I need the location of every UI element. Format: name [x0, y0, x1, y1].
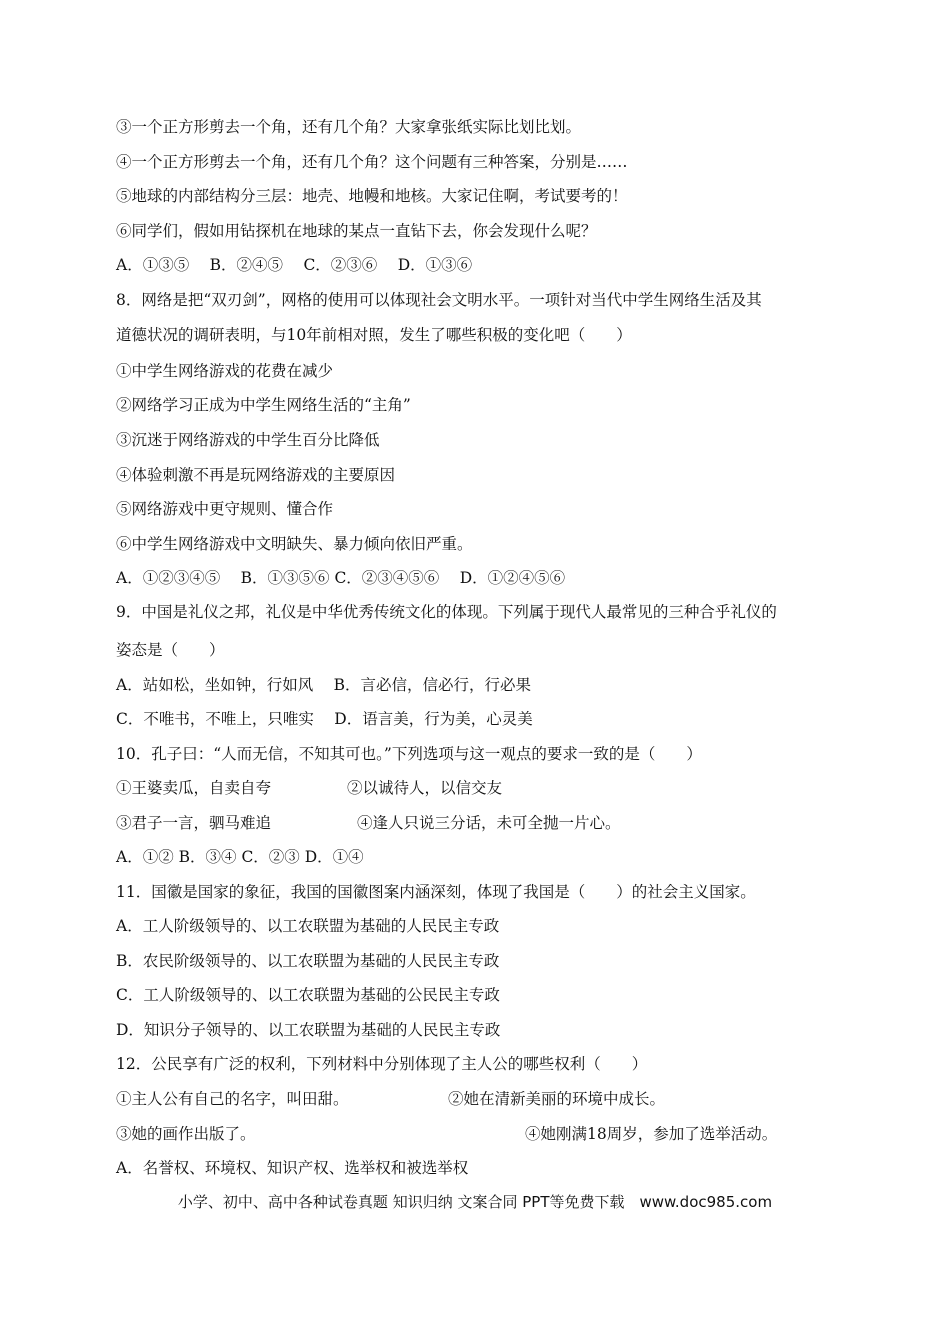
q10-option-1: ①王婆卖瓜，自卖自夸 — [116, 779, 272, 797]
q12-options-row-1 — [116, 1089, 666, 1109]
q12-option-3: ③她的画作出版了。 — [116, 1125, 256, 1143]
text-line: ④体验刺激不再是玩网络游戏的主要原因 — [116, 466, 396, 484]
q12-options-row-2 — [116, 1124, 778, 1144]
answer-option-d: D．知识分子领导的、以工农联盟为基础的人民民主专政 — [116, 1021, 501, 1039]
q10-options-row-1 — [116, 778, 503, 798]
text-line: ④一个正方形剪去一个角，还有几个角？这个问题有三种答案，分别是…… — [116, 153, 628, 171]
text-line: ⑥同学们，假如用钻探机在地球的某点一直钻下去，你会发现什么呢？ — [116, 222, 597, 240]
answer-options: A．站如松，坐如钟，行如风 B．言必信，信必行，行必果 — [116, 676, 532, 694]
answer-options: C．不唯书，不唯上，只唯实 D．语言美，行为美，心灵美 — [116, 710, 533, 728]
q12-option-2: ②她在清新美丽的环境中成长。 — [448, 1090, 666, 1108]
question-10: 10．孔子曰：“人而无信，不知其可也。”下列选项与这一观点的要求一致的是（ ） — [116, 745, 702, 763]
question-11: 11．国徽是国家的象征，我国的国徽图案内涵深刻，体现了我国是（ ）的社会主义国家。 — [116, 883, 756, 901]
q10-option-2: ②以诚待人，以信交友 — [347, 779, 503, 797]
q12-option-4: ④她刚满18周岁，参加了选举活动。 — [525, 1125, 778, 1143]
answer-option-a: A．工人阶级领导的、以工农联盟为基础的人民民主专政 — [116, 917, 500, 935]
answer-option-b: B．农民阶级领导的、以工农联盟为基础的人民民主专政 — [116, 952, 500, 970]
text-line: 道德状况的调研表明，与10年前相对照，发生了哪些积极的变化吧（ ） — [116, 326, 632, 344]
answer-option-c: C．工人阶级领导的、以工农联盟为基础的公民民主专政 — [116, 986, 500, 1004]
q12-option-1: ①主人公有自己的名字，叫田甜。 — [116, 1090, 349, 1108]
answer-option-a: A．名誉权、环境权、知识产权、选举权和被选举权 — [116, 1159, 469, 1177]
question-9: 9．中国是礼仪之邦，礼仪是中华优秀传统文化的体现。下列属于现代人最常见的三种合乎礼仪的 — [116, 603, 777, 621]
footer-text: 小学、初中、高中各种试卷真题 知识归纳 文案合同 PPT等免费下载 www.doc985.com — [177, 1193, 773, 1211]
text-line: ③一个正方形剪去一个角，还有几个角？大家拿张纸实际比划比划。 — [116, 118, 582, 136]
q10-option-4: ④逢人只说三分话，未可全抛一片心。 — [357, 814, 621, 832]
text-line: ⑤地球的内部结构分三层：地壳、地幔和地核。大家记住啊，考试要考的！ — [116, 187, 628, 205]
q10-options-row-2 — [116, 813, 621, 833]
q10-option-3: ③君子一言，驷马难追 — [116, 814, 272, 832]
text-line: ②网络学习正成为中学生网络生活的“主角” — [116, 396, 411, 414]
text-line: ①中学生网络游戏的花费在减少 — [116, 362, 334, 380]
text-line: ③沉迷于网络游戏的中学生百分比降低 — [116, 431, 380, 449]
answer-options: A．①③⑤ B．②④⑤ C．②③⑥ D．①③⑥ — [116, 256, 473, 274]
question-12: 12．公民享有广泛的权利，下列材料中分别体现了主人公的哪些权利（ ） — [116, 1055, 648, 1073]
text-line: ⑤网络游戏中更守规则、懂合作 — [116, 500, 334, 518]
answer-options: A．①② B．③④ C．②③ D．①④ — [116, 848, 364, 866]
text-line: ⑥中学生网络游戏中文明缺失、暴力倾向依旧严重。 — [116, 535, 473, 553]
text-line: 姿态是（ ） — [116, 641, 225, 659]
answer-options: A．①②③④⑤ B．①③⑤⑥ C．②③④⑤⑥ D．①②④⑤⑥ — [116, 569, 566, 587]
question-8: 8．网络是把“双刃剑”，网格的使用可以体现社会文明水平。一项针对当代中学生网络生活及其 — [116, 291, 762, 309]
